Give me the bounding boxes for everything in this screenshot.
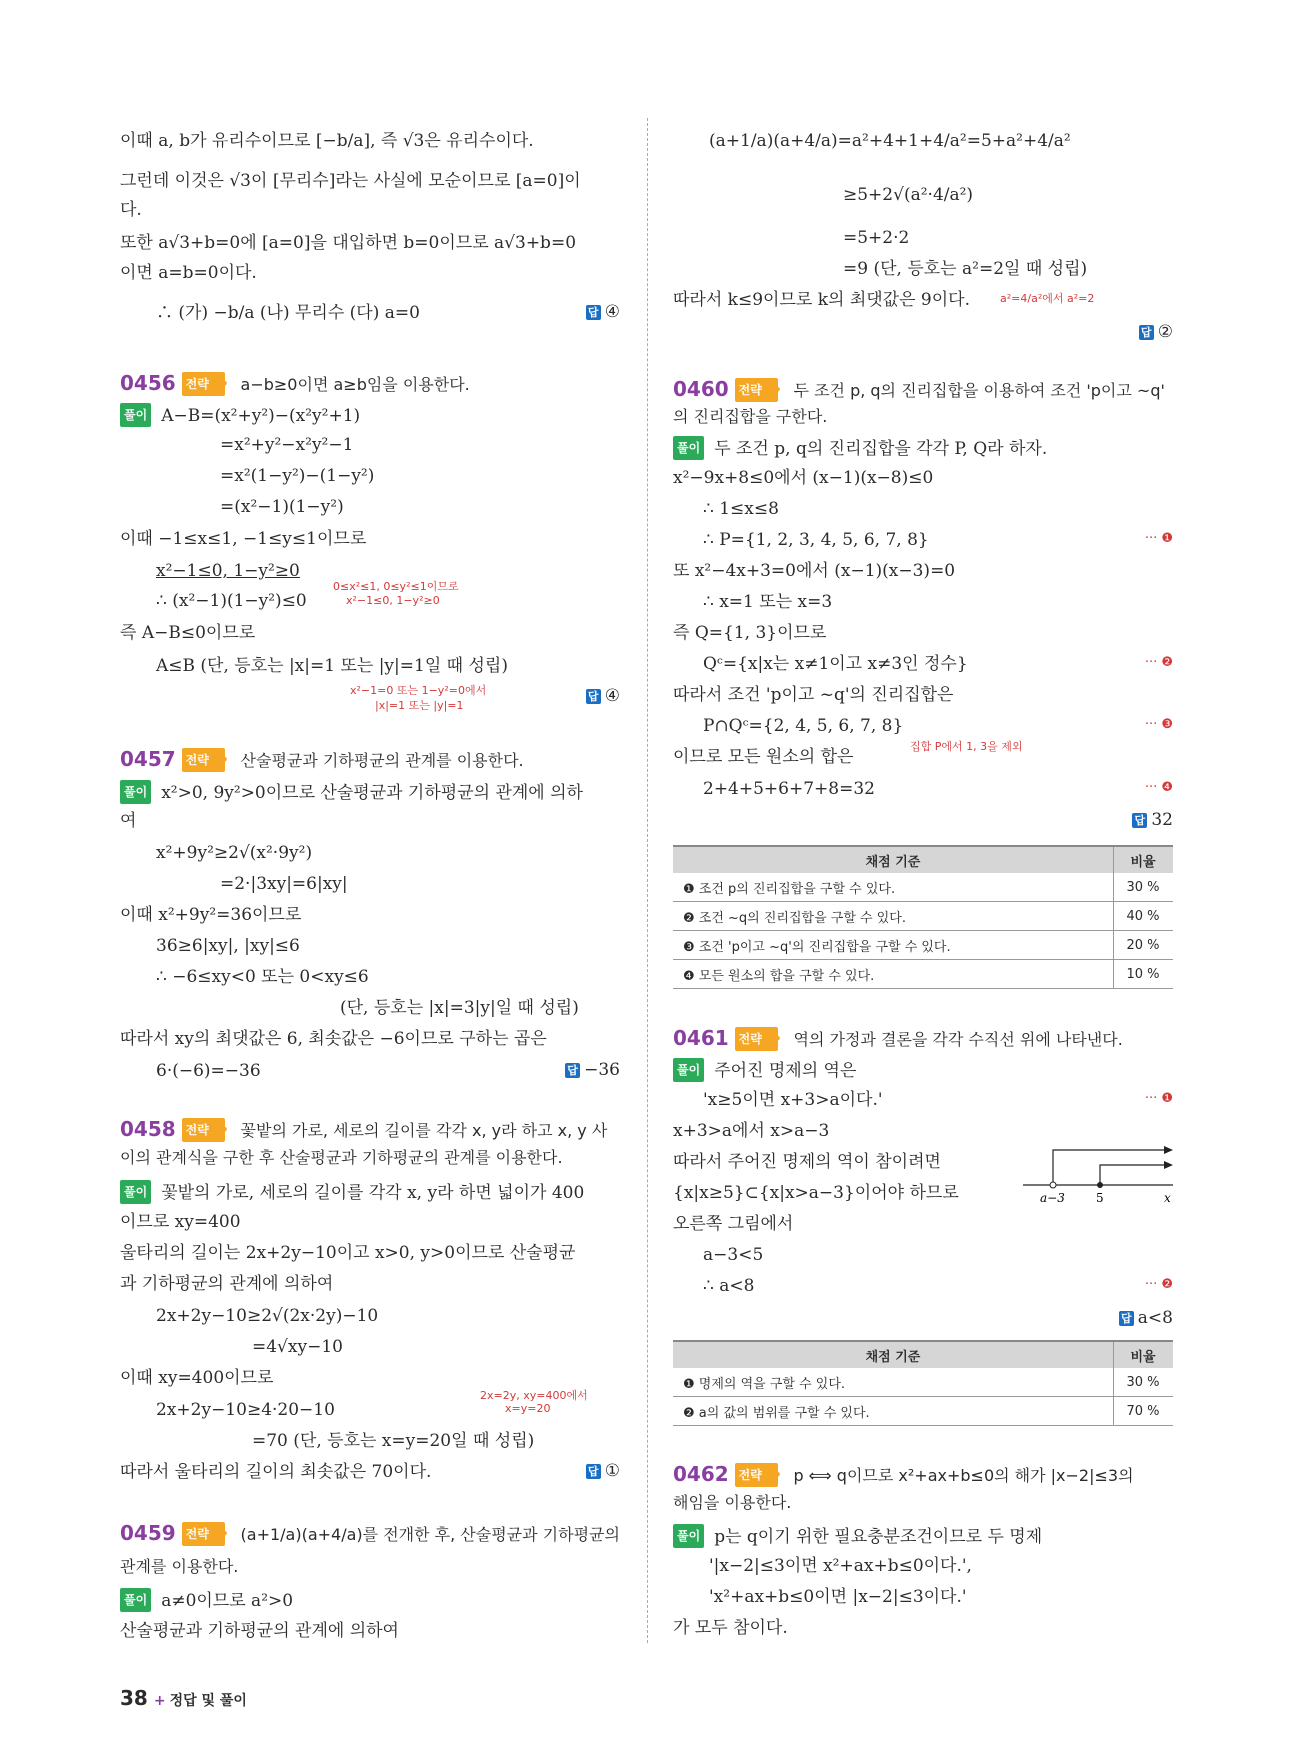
solution-line [673,1524,1042,1548]
strategy-hint: a−b≥0이면 a≥b임을 이용한다. [240,375,470,394]
problem-number: 0458 [120,1117,176,1141]
problem-number: 0456 [120,371,176,395]
solution-line: =70 (단, 등호는 x=y=20일 때 성립) [252,1431,535,1451]
solution-line: 이므로 모든 원소의 합은 [673,747,854,767]
answer-value: ② [1157,322,1173,342]
step-marker: ··· ❶ [1144,1091,1173,1106]
column-divider [647,118,648,1643]
strategy-tag: 전략 • [182,748,225,772]
margin-note: 집합 P에서 1, 3을 제외 [910,740,1023,753]
margin-note: 0≤x²≤1, 0≤y²≤1이므로 [333,580,459,593]
number-line-diagram [1018,1140,1183,1210]
text-line: 따라서 k≤9이므로 k의 최댓값은 9이다. [673,290,970,310]
solution-line: (단, 등호는 |x|=3|y|일 때 성립) [340,998,579,1018]
answer-icon: 답 [1132,813,1147,828]
margin-note: x²−1=0 또는 1−y²=0에서 [350,684,487,697]
strategy-hint: (a+1/a)(a+4/a)를 전개한 후, 산술평균과 기하평균의 [240,1525,620,1544]
solution-tag: 풀이 [120,1180,151,1204]
strategy-hint: 의 진리집합을 구한다. [673,407,828,426]
table-cell: 20 % [1114,931,1174,960]
strategy-tag: 전략 • [182,1522,225,1546]
text-line: 또한 a√3+b=0에 [a=0]을 대입하면 b=0이므로 a√3+b=0 [120,233,577,253]
problem-number: 0457 [120,747,176,771]
solution-line: x²−9x+8≤0에서 (x−1)(x−8)≤0 [673,468,934,488]
margin-note: x²−1≤0, 1−y²≥0 [346,594,440,607]
table-cell: 30 % [1114,1368,1174,1397]
solution-line: 여 [120,811,137,831]
solution-line: {x|x≥5}⊂{x|x>a−3}이어야 하므로 [673,1183,959,1203]
solution-line: ∴ P={1, 2, 3, 4, 5, 6, 7, 8} [703,530,929,550]
solution-line: 2x+2y−10≥4·20−10 [156,1400,335,1420]
text-line: 그런데 이것은 √3이 [무리수]라는 사실에 모순이므로 [a=0]이 [120,171,581,191]
table-cell: ❶ 조건 p의 진리집합을 구할 수 있다. [673,873,1114,902]
scoring-table [673,845,1173,989]
table-cell: ❹ 모든 원소의 합을 구할 수 있다. [673,960,1114,989]
solution-tag: 풀이 [673,436,704,460]
solution-line: Qᶜ={x|x는 x≠1이고 x≠3인 정수} [703,654,968,674]
text-line: =9 (단, 등호는 a²=2일 때 성립) [843,259,1088,279]
problem-header [120,1522,620,1546]
problem-header [120,372,470,396]
solution-line: 울타리의 길이는 2x+2y−10이고 x>0, y>0이므로 산술평균 [120,1243,576,1263]
solution-line: 이때 −1≤x≤1, −1≤y≤1이므로 [120,529,367,549]
solution-line: 오른쪽 그림에서 [673,1214,794,1234]
solution-text: p는 q이기 위한 필요충분조건이므로 두 명제 [714,1527,1043,1547]
table-cell: ❶ 명제의 역을 구할 수 있다. [673,1368,1114,1397]
solution-line [120,403,360,427]
solution-line: 36≥6|xy|, |xy|≤6 [156,936,300,956]
answer-icon: 답 [565,1063,580,1078]
footer-label: 정답 및 풀이 [169,1693,247,1709]
answer-icon: 답 [586,305,601,320]
solution-line: =2·|3xy|=6|xy| [220,874,348,894]
margin-note: x=y=20 [505,1402,551,1415]
strategy-hint: 산술평균과 기하평균의 관계를 이용한다. [240,751,524,770]
solution-line: 과 기하평균의 관계에 의하여 [120,1274,334,1294]
solution-tag: 풀이 [120,403,151,427]
table-row [673,873,1173,902]
answer-value: ④ [604,686,620,706]
page-number: 38 [120,1686,148,1710]
solution-line: 'x≥5이면 x+3>a이다.' [703,1090,883,1110]
solution-tag: 풀이 [120,1588,151,1612]
solution-line: 따라서 조건 'p이고 ~q'의 진리집합은 [673,685,954,705]
step-marker: ··· ❹ [1144,780,1173,795]
solution-tag: 풀이 [673,1058,704,1082]
solution-line: =4√xy−10 [252,1337,343,1357]
solution-line [120,780,583,804]
solution-line: =x²(1−y²)−(1−y²) [220,466,375,486]
problem-number: 0461 [673,1026,729,1050]
strategy-hint: 관계를 이용한다. [120,1557,239,1576]
answer [565,1060,620,1080]
answer-icon: 답 [586,1464,601,1479]
solution-tag: 풀이 [673,1524,704,1548]
table-row [673,902,1173,931]
strategy-hint: p ⟺ q이므로 x²+ax+b≤0의 해가 |x−2|≤3의 [793,1466,1134,1485]
step-marker: ··· ❶ [1144,531,1173,546]
problem-number: 0462 [673,1462,729,1486]
problem-number: 0459 [120,1521,176,1545]
solution-line: 'x²+ax+b≤0이면 |x−2|≤3이다.' [709,1587,967,1607]
plus-icon: + [153,1693,166,1709]
answer-value: 32 [1151,810,1173,830]
solution-line: x+3>a에서 x>a−3 [673,1121,830,1141]
answer-value: a<8 [1137,1308,1173,1328]
text-line: 이때 a, b가 유리수이므로 [−b/a], 즉 √3은 유리수이다. [120,131,534,151]
answer-icon: 답 [1139,325,1154,340]
solution-line: 따라서 울타리의 길이의 최솟값은 70이다. [120,1462,432,1482]
table-cell: 30 % [1114,873,1174,902]
table-cell: ❸ 조건 'p이고 ~q'의 진리집합을 구할 수 있다. [673,931,1114,960]
solution-text: 주어진 명제의 역은 [714,1061,857,1081]
solution-line: ∴ a<8 [703,1276,755,1296]
table-cell: 40 % [1114,902,1174,931]
table-row [673,1368,1173,1397]
answer [586,302,620,322]
solution-line: 이때 x²+9y²=36이므로 [120,905,302,925]
answer [586,1461,620,1481]
problem-header [120,748,524,772]
step-marker: ··· ❷ [1144,1277,1173,1292]
problem-header [120,1118,607,1142]
solution-line: P∩Qᶜ={2, 4, 5, 6, 7, 8} [703,716,904,736]
answer [1139,322,1173,342]
solution-line [120,1588,293,1612]
table-header: 비율 [1114,1341,1174,1368]
margin-note: |x|=1 또는 |y|=1 [375,699,464,712]
text-line: ∴ (가) −b/a (나) 무리수 (다) a=0 [156,303,420,323]
strategy-tag: 전략 • [735,1027,778,1051]
strategy-hint: 두 조건 p, q의 진리집합을 이용하여 조건 'p이고 ~q' [793,381,1165,400]
problem-number: 0460 [673,377,729,401]
step-marker: ··· ❷ [1144,655,1173,670]
solution-line [120,1180,584,1204]
solution-line: 산술평균과 기하평균의 관계에 의하여 [120,1621,399,1641]
table-header: 채점 기준 [673,846,1114,873]
table-row [673,960,1173,989]
strategy-hint: 해임을 이용한다. [673,1493,792,1512]
solution-line: 따라서 주어진 명제의 역이 참이려면 [673,1152,941,1172]
solution-line: ∴ −6≤xy<0 또는 0<xy≤6 [156,967,369,987]
text-line: 이면 a=b=0이다. [120,263,257,283]
solution-line: 이때 xy=400이므로 [120,1368,274,1388]
solution-line: 6·(−6)=−36 [156,1061,261,1081]
solution-text: 두 조건 p, q의 진리집합을 각각 P, Q라 하자. [714,439,1048,459]
solution-line: 즉 A−B≤0이므로 [120,623,256,643]
table-cell: 70 % [1114,1397,1174,1426]
answer-value: −36 [584,1060,620,1080]
numline-label: 5 [1096,1191,1104,1205]
solution-line: ∴ x=1 또는 x=3 [703,592,833,612]
solution-line: =(x²−1)(1−y²) [220,497,344,517]
strategy-tag: 전략 • [182,1118,225,1142]
table-row [673,1397,1173,1426]
text-line: =5+2·2 [843,228,910,248]
strategy-tag: 전략 • [735,1463,778,1487]
strategy-hint: 역의 가정과 결론을 각각 수직선 위에 나타낸다. [793,1030,1123,1049]
solution-line: a−3<5 [703,1245,764,1265]
table-row [673,931,1173,960]
table-cell: ❷ 조건 ~q의 진리집합을 구할 수 있다. [673,902,1114,931]
solution-text: A−B=(x²+y²)−(x²y²+1) [161,406,361,426]
answer [586,686,620,706]
solution-line: 따라서 xy의 최댓값은 6, 최솟값은 −6이므로 구하는 곱은 [120,1029,547,1049]
solution-line [673,436,1047,460]
text-line: 다. [120,200,142,220]
solution-line: 2x+2y−10≥2√(2x·2y)−10 [156,1306,379,1326]
answer [1119,1308,1173,1328]
solution-tag: 풀이 [120,780,151,804]
answer [1132,810,1173,830]
margin-note: 2x=2y, xy=400에서 [480,1389,588,1402]
step-marker: ··· ❸ [1144,717,1173,732]
solution-text: x²>0, 9y²>0이므로 산술평균과 기하평균의 관계에 의하 [161,783,583,803]
problem-header [673,378,1165,402]
solution-line: ∴ (x²−1)(1−y²)≤0 [156,591,307,611]
solution-text: 꽃밭의 가로, 세로의 길이를 각각 x, y라 하면 넓이가 400 [161,1183,585,1203]
solution-line: x²−1≤0, 1−y²≥0 [156,561,300,581]
solution-line: x²+9y²≥2√(x²·9y²) [156,843,313,863]
solution-text: a≠0이므로 a²>0 [161,1591,294,1611]
table-header: 채점 기준 [673,1341,1114,1368]
solution-line: =x²+y²−x²y²−1 [220,435,354,455]
problem-header [673,1027,1123,1051]
solution-line: ∴ 1≤x≤8 [703,499,779,519]
solution-line: 2+4+5+6+7+8=32 [703,779,875,799]
solution-line: 이므로 xy=400 [120,1212,241,1232]
strategy-hint: 이의 관계식을 구한 후 산술평균과 기하평균의 관계를 이용한다. [120,1148,563,1167]
table-cell: ❷ a의 값의 범위를 구할 수 있다. [673,1397,1114,1426]
solution-line: '|x−2|≤3이면 x²+ax+b≤0이다.', [709,1556,972,1576]
scoring-table [673,1340,1173,1426]
table-cell: 10 % [1114,960,1174,989]
numline-label: a−3 [1040,1191,1065,1205]
solution-line: 즉 Q={1, 3}이므로 [673,623,827,643]
strategy-hint: 꽃밭의 가로, 세로의 길이를 각각 x, y라 하고 x, y 사 [240,1121,608,1140]
table-header: 비율 [1114,846,1174,873]
text-line: ≥5+2√(a²·4/a²) [843,185,974,205]
problem-header [673,1463,1134,1487]
answer-value: ④ [604,302,620,322]
strategy-tag: 전략 • [735,378,778,402]
text-line: (a+1/a)(a+4/a)=a²+4+1+4/a²=5+a²+4/a² [709,131,1071,151]
page-footer [120,1686,247,1710]
strategy-tag: 전략 • [182,372,225,396]
answer-value: ① [604,1461,620,1481]
numline-label: x [1164,1191,1171,1205]
solution-line [673,1058,856,1082]
margin-note: a²=4/a²에서 a²=2 [1000,292,1095,305]
solution-line: A≤B (단, 등호는 |x|=1 또는 |y|=1일 때 성립) [156,656,508,676]
solution-line: 또 x²−4x+3=0에서 (x−1)(x−3)=0 [673,561,956,581]
answer-icon: 답 [1119,1311,1134,1326]
answer-icon: 답 [586,689,601,704]
solution-line: 가 모두 참이다. [673,1618,788,1638]
